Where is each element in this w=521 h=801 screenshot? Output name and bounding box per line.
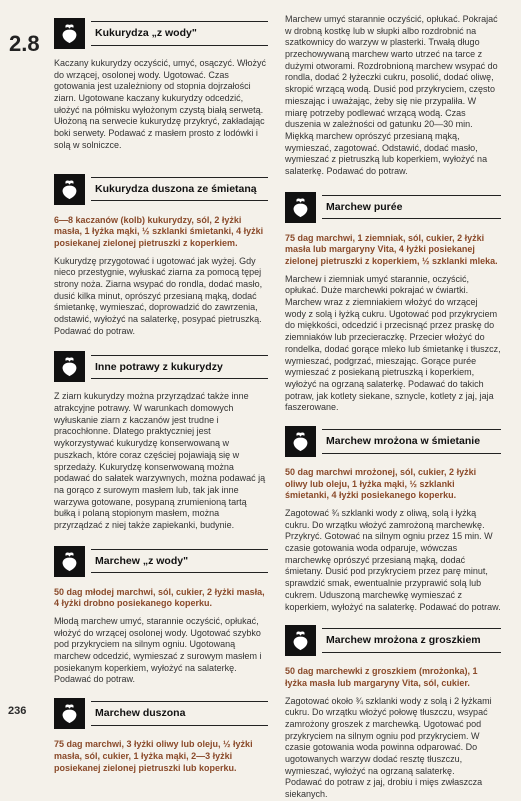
recipe-ingredients: 50 dag marchewki z groszkiem (mrożonka), 1 łyżka masła lub margaryny Vita, sól, cukier.: [285, 666, 478, 688]
page-number: 236: [8, 705, 27, 717]
recipe-body: Kukurydzę przygotować i ugotować jak wyżej. Gdy nieco przestygnie, wyłuskać ziarna za pomocą tępej strony noża. Ziarna wsypać do rondla, dodać masło, dusić kilka minut, oprószyć przesianą mąką, dodać śmietankę, wymieszać, doprowadzić do zawrzenia, odstawić, wyłożyć na salaterkę, posypać pietruszką. Podawać do potraw.: [54, 255, 263, 336]
recipe-ingredients: 50 dag młodej marchwi, sól, cukier, 2 łyżki masła, 4 łyżki drobno posiekanego koperku.: [54, 586, 265, 609]
recipe-header-inne-potrawy: [54, 351, 268, 382]
recipe-header-marchew-duszona: [54, 698, 268, 729]
section-number: 2.8: [9, 31, 40, 56]
recipe-title: Inne potrawy z kukurydzy: [91, 355, 268, 380]
recipe-title: Kukurydza „z wody": [91, 21, 268, 46]
recipe-title: Marchew mrożona z groszkiem: [322, 628, 501, 653]
vegetable-icon: [285, 192, 316, 223]
vegetable-icon: [54, 18, 85, 49]
recipe-body: Młodą marchew umyć, starannie oczyścić, opłukać, włożyć do wrzącej osolonej wody. Ugotować szybko pod przykryciem na silnym ogniu. Ugotowaną marchew odcedzić, wymieszać z surowym masłem i posiekanym koperkiem, wyłożyć na salaterkę. Podawać do potraw.: [54, 616, 262, 685]
recipe-title: Marchew purée: [322, 195, 501, 220]
recipe-ingredients: 50 dag marchwi mrożonej, sól, cukier, 2 łyżki oliwy lub oleju, 1 łyżka mąki, ½ szklanki śmietanki, 4 łyżki posiekanego koperku.: [285, 466, 477, 501]
left-column: [54, 18, 268, 780]
recipe-header-marchew-mrozona-w-smietanie: [285, 426, 501, 457]
recipe-body-serving: Podawać do potraw z jaj, drobiu i mięs zwłaszcza siekanych.: [285, 777, 483, 800]
vegetable-icon: [54, 546, 85, 577]
recipe-title: Marchew duszona: [91, 701, 268, 726]
recipe-title: Kukurydza duszona ze śmietaną: [91, 177, 268, 202]
recipe-title: Marchew „z wody": [91, 549, 268, 574]
recipe-header-marchew-z-wody: [54, 546, 268, 577]
recipe-ingredients: 6—8 kaczanów (kolb) kukurydzy, sól, 2 łyżki masła, 1 łyżka mąki, ½ szklanki śmietanki, 4 łyżki posiekanej zielonej pietruszki z koperkiem.: [54, 214, 264, 248]
recipe-title: Marchew mrożona w śmietanie: [322, 429, 501, 454]
vegetable-icon: [54, 698, 85, 729]
vegetable-icon: [54, 351, 85, 382]
recipe-body-continued: Marchew umyć starannie oczyścić, opłukać. Pokrajać w drobną kostkę lub w słupki albo rozdrobnić na szatkownicy do warzyw w plasterki. Trwałą długo przechowywaną marchew warto utrzeć na tarce z dużymi otworami. Rozdrobnioną marchew wsypać do rondla, dodać 2 łyżeczki cukru, posolić, dodać oliwę, skropić wrzącą wodą. Dusić pod przykryciem, często mieszając i uważając, żeby się nie przypaliła. W miarę potrzeby podlewać wrzącą wodą. Czas duszenia w zależności od gatunku 20—30 min. Miękką marchew oprószyć przesianą mąką, wymieszać, zagotować. Odstawić, dodać masło, wymieszać z pietruszką lub koperkiem, wyłożyć na salaterkę. Podawać do potraw.: [285, 14, 498, 176]
recipe-ingredients: 75 dag marchwi, 3 łyżki oliwy lub oleju, ½ łyżki masła, sól, cukier, 1 łyżka mąki, 2—3 łyżki posiekanej zielonej pietruszki lub koperku.: [54, 739, 253, 773]
vegetable-icon: [285, 426, 316, 457]
recipe-body: Zagotować ¾ szklanki wody z oliwą, solą i łyżką cukru. Do wrzątku włożyć zamrożoną marchewkę. Przykryć. Gotować na silnym ogniu przez 15 min. W czasie gotowania woda odparuje, wówczas marchewkę oprószyć przesianą mąką, dodać śmietany. Dusić pod przykryciem przez parę minut, sprawdzić smak, ewentualnie przyprawić solą lub cukrem. Uduszoną marchewkę wymieszać z koperkiem, wyłożyć na salaterkę. Podawać do potraw.: [285, 508, 501, 612]
recipe-header-marchew-puree: [285, 192, 501, 223]
recipe-body: Marchew i ziemniak umyć starannie, oczyścić, opłukać. Duże marchewki pokrajać w ćwiartki. Marchew wraz z ziemniakiem włożyć do wrzącej wody z solą i łyżką cukru. Ugotować pod przykryciem do miękkości, odcedzić i przecisnąć przez praskę do ziemniaków lub przecieraczkę. Przecier włożyć do rondelka, dodać gorące mleko lub śmietankę i tłuszcz, wymieszać, podgrzać, mieszając. Gorące purée wymieszać z posiekaną pietruszką i koperkiem, wyłożyć na ogrzaną salaterkę. Podawać do takich potraw, jak kotlety siekane, sznycle, kotlety z jaj, jaja faszerowane.: [285, 273, 501, 413]
vegetable-icon: [285, 625, 316, 656]
recipe-body: Kaczany kukurydzy oczyścić, umyć, osączyć. Włożyć do wrzącej, osolonej wody. Ugotować. Czas gotowania jest uzależniony od stopnia dojrzałości ziarn. Ugotowane kaczany kukurydzy odcedzić, ułożyć na półmisku wyłożonym czystą białą serwetą. Ułożoną na serwecie kukurydzę przykryć, zakładając boki serwety. Podawać z masłem prosto z lodówki i solą w solniczce.: [54, 58, 267, 150]
recipe-header-marchew-z-groszkiem: [285, 625, 501, 656]
recipe-header-kukurydza-duszona: [54, 174, 268, 205]
recipe-body: Z ziarn kukurydzy można przyrządzać także inne atrakcyjne potrawy. W warunkach domowych wyłuskanie ziarn z kaczanów jest trudne i pracochłonne. Dlatego praktyczniej jest wykorzystywać kukurydzę konserwowaną w puszkach, które coraz częściej pojawiają się w sprzedaży. Kukurydzę konserwowaną można podawać do sałatek warzywnych, można podawać ją na gorąco z surowym masłem lub, tak jak inne warzywa gotowane, posypaną zrumienioną tartą bułką i polaną stopionym masłem, można przyrządzać z niej także zapiekanki, budynie.: [54, 391, 266, 530]
recipe-body: Zagotować około ¾ szklanki wody z solą i 2 łyżkami cukru. Do wrzątku włożyć połowę tłuszczu, wsypać zamrożony groszek z marchewką. Ugotować pod przykryciem na silnym ogniu pod przykryciem. W czasie gotowania woda powinna odparować. Do ugotowanych warzyw dodać resztę tłuszczu, wymieszać, wyłożyć na ogrzaną salaterkę.: [285, 695, 492, 776]
right-column: [285, 14, 501, 801]
recipe-ingredients: 75 dag marchwi, 1 ziemniak, sól, cukier, 2 łyżki masła lub margaryny Vita, 4 łyżki posiekanej zielonej pietruszki z koperkiem, ½ szklanki mleka.: [285, 232, 498, 266]
vegetable-icon: [54, 174, 85, 205]
recipe-header-kukurydza-z-wody: [54, 18, 268, 49]
